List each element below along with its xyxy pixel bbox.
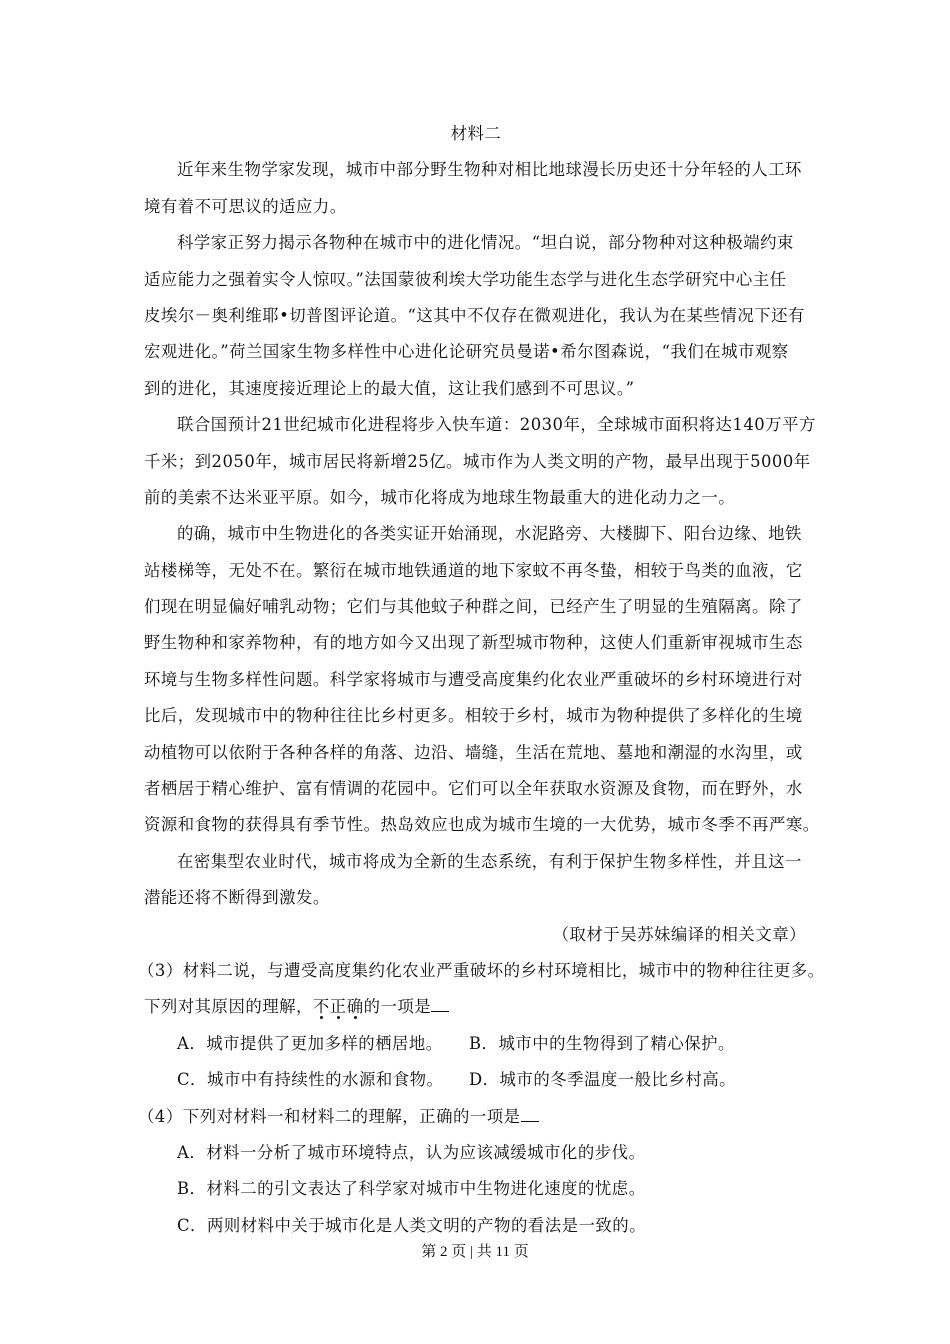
text-line: 境有着不可思议的适应力。 [144, 196, 347, 216]
option-b[interactable] [469, 1026, 735, 1062]
text-line: 在密集型农业时代，城市将成为全新的生态系统，有利于保护生物多样性，并且这一 [177, 851, 802, 871]
source-citation: （取材于吴苏妹编译的相关文章） [552, 924, 806, 944]
option-text: 两则材料中关于城市化是人类文明的产物的看法是一致的。 [206, 1215, 647, 1235]
option-a[interactable] [177, 1026, 469, 1062]
options-row-1 [144, 1026, 808, 1062]
question-stem [138, 953, 825, 989]
paragraph-4 [144, 516, 820, 844]
emphasized-char: 确 [346, 997, 364, 1017]
text-line: 联合国预计21世纪城市化进程将步入快车道：2030年，全球城市面积将达140万平方 [177, 415, 816, 435]
text-line: 到的进化，其速度接近理论上的最大值，这让我们感到不可思议。” [144, 378, 635, 398]
paragraph-5 [144, 844, 808, 917]
question-stem-line-2 [144, 989, 808, 1025]
option-text: 材料一分析了城市环境特点，认为应该减缓城市化的步伐。 [206, 1142, 646, 1162]
text-line: 们现在明显偏好哺乳动物；它们与其他蚊子种群之间，已经产生了明显的生殖隔离。除了 [144, 597, 803, 617]
question-stem [138, 1099, 808, 1135]
option-text: 城市中的生物得到了精心保护。 [498, 1033, 735, 1053]
text-line: 宏观进化。”荷兰国家生物多样性中心进化论研究员曼诺•希尔图森说，“我们在城市观察 [144, 342, 789, 362]
option-d[interactable] [469, 1062, 736, 1098]
option-label: B． [469, 1033, 499, 1053]
options-row-2 [144, 1062, 808, 1098]
section-heading: 材料二 [450, 124, 502, 143]
text-line: 的确，城市中生物进化的各类实证开始涌现，水泥路旁、大楼脚下、阳台边缘、地铁 [177, 524, 802, 544]
paragraph-2 [144, 225, 808, 407]
text-line: 者栖居于精心维护、富有情调的花园中。它们可以全年获取水资源及食物，而在野外，水 [144, 779, 803, 799]
option-a[interactable] [144, 1135, 808, 1171]
paragraph-3 [144, 407, 816, 516]
question-text: 下列对其原因的理解， [144, 997, 313, 1017]
option-label: B． [177, 1179, 207, 1199]
text-line: 资源和食物的获得具有季节性。热岛效应也成为城市生境的一大优势，城市冬季不再严寒。 [144, 815, 820, 835]
emphasized-char: 正 [329, 997, 347, 1017]
option-b[interactable] [144, 1171, 808, 1207]
question-text: 材料二说，与遭受高度集约化农业严重破坏的乡村环境相比，城市中的物种往往更多。 [182, 960, 825, 980]
text-line: 千米；到2050年，城市居民将新增25亿。城市作为人类文明的产物，最早出现于5000年 [144, 451, 811, 471]
text-line: 环境与生物多样性问题。科学家将城市与遭受高度集约化农业严重破坏的乡村环境进行对 [144, 669, 803, 689]
option-label: C． [177, 1215, 207, 1235]
emphasized-char: 不 [312, 997, 330, 1017]
option-c[interactable] [177, 1062, 469, 1098]
text-line: 站楼梯等，无处不在。繁衍在城市地铁通道的地下家蚊不再冬蛰，相较于鸟类的血液，它 [144, 560, 803, 580]
option-label: A． [177, 1033, 207, 1053]
question-number: （3） [138, 960, 183, 980]
text-line: 科学家正努力揭示各物种在城市中的进化情况。“坦白说，部分物种对这种极端约束 [177, 233, 794, 253]
text-line: 适应能力之强着实令人惊叹。”法国蒙彼利埃大学功能生态学与进化生态学研究中心主任 [144, 269, 787, 289]
text-line: 皮埃尔－奥利维耶•切普图评论道。“这其中不仅存在微观进化，我认为在某些情况下还有 [144, 305, 805, 325]
text-line: 动植物可以依附于各种各样的角落、边沿、墙缝，生活在荒地、墓地和潮湿的水沟里，或 [144, 742, 803, 762]
paragraph-1 [144, 152, 808, 225]
page-footer: 第 2 页 | 共 11 页 [421, 1244, 529, 1260]
option-text: 城市的冬季温度一般比乡村高。 [499, 1070, 737, 1090]
answer-blank[interactable] [521, 1107, 539, 1122]
question-3 [138, 953, 825, 1099]
option-c[interactable] [144, 1208, 808, 1244]
option-label: D． [469, 1070, 500, 1090]
question-number: （4） [138, 1106, 183, 1126]
option-text: 城市中有持续性的水源和食物。 [206, 1070, 444, 1090]
text-line: 比后，发现城市中的物种往往比乡村更多。相较于乡村，城市为物种提供了多样化的生境 [144, 706, 803, 726]
document-page [138, 116, 825, 1244]
option-label: A． [177, 1142, 207, 1162]
question-text: 的一项是 [363, 997, 432, 1017]
text-line: 前的美索不达米亚平原。如今，城市化将成为地球生物最重大的进化动力之一。 [144, 487, 736, 507]
question-4 [138, 1099, 808, 1245]
answer-blank[interactable] [431, 997, 449, 1012]
option-label: C． [177, 1070, 207, 1090]
option-text: 材料二的引文表达了科学家对城市中生物进化速度的忧虑。 [206, 1179, 646, 1199]
text-line: 近年来生物学家发现，城市中部分野生物种对相比地球漫长历史还十分年轻的人工环 [177, 160, 802, 180]
option-text: 城市提供了更加多样的栖居地。 [206, 1033, 443, 1053]
text-line: 潜能还将不断得到激发。 [144, 888, 330, 908]
text-line: 野生物种和家养物种，有的地方如今又出现了新型城市物种，这使人们重新审视城市生态 [144, 633, 803, 653]
question-text: 下列对材料一和材料二的理解，正确的一项是 [182, 1106, 521, 1126]
